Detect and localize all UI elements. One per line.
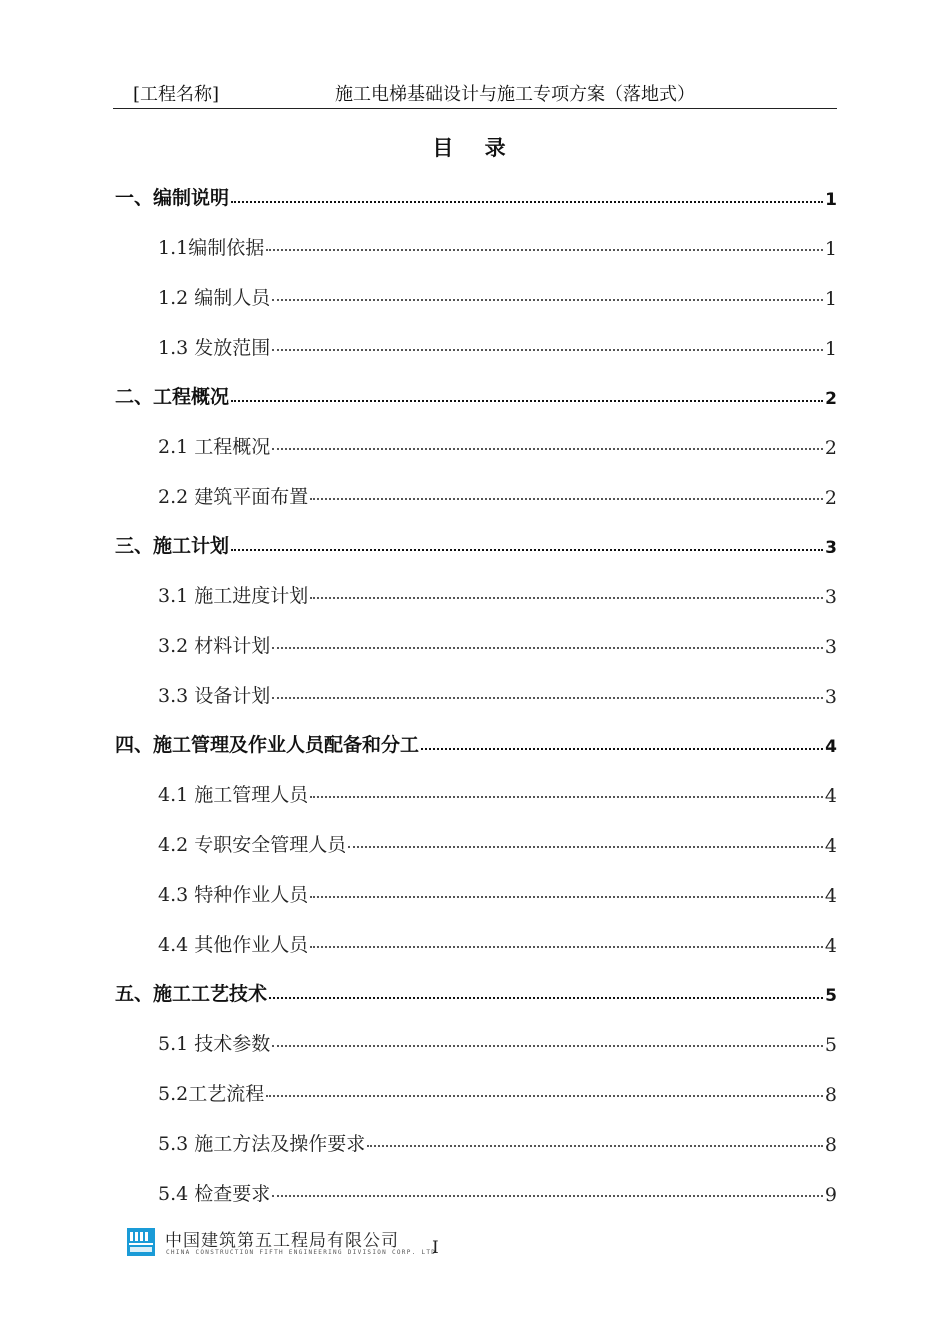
toc-entry-label: 4.2 专职安全管理人员 <box>158 834 347 856</box>
dot-leader <box>269 997 823 999</box>
toc-entry-2-2[interactable] <box>158 479 837 509</box>
toc-entry-1-1[interactable] <box>158 230 837 260</box>
toc-entry-page: 8 <box>824 1134 837 1156</box>
toc-entry-label: 二、工程概况 <box>115 386 230 408</box>
toc-entry-page: 1 <box>824 288 837 310</box>
toc-entry-4-3[interactable] <box>158 877 837 907</box>
dot-leader <box>367 1145 823 1147</box>
dot-leader <box>310 796 823 798</box>
toc-entry-1[interactable] <box>115 180 837 210</box>
toc-entry-page: 4 <box>824 785 837 807</box>
toc-entry-3-3[interactable] <box>158 678 837 708</box>
dot-leader <box>348 846 823 848</box>
toc-entry-page: 3 <box>824 586 837 608</box>
toc-entry-label: 5.4 检查要求 <box>158 1183 271 1205</box>
dot-leader <box>272 448 823 450</box>
toc-entry-page: 4 <box>824 835 837 857</box>
dot-leader <box>231 549 823 551</box>
toc-entry-page: 2 <box>824 487 837 509</box>
toc-entry-page: 1 <box>824 338 837 360</box>
toc-entry-label: 4.3 特种作业人员 <box>158 884 309 906</box>
toc-entry-page: 2 <box>824 437 837 459</box>
toc-entry-page: 9 <box>824 1184 837 1206</box>
dot-leader <box>310 896 823 898</box>
toc-entry-5-4[interactable] <box>158 1176 837 1206</box>
toc-entry-page: 3 <box>824 686 837 708</box>
dot-leader <box>421 748 823 750</box>
toc-entry-label: 3.1 施工进度计划 <box>158 585 309 607</box>
header-document-title: 施工电梯基础设计与施工专项方案（落地式） <box>335 84 695 105</box>
toc-title: 目 录 <box>432 136 518 160</box>
toc-entry-label: 三、施工计划 <box>115 535 230 557</box>
dot-leader <box>272 647 823 649</box>
toc-entry-5[interactable] <box>115 976 837 1006</box>
toc-entry-2[interactable] <box>115 379 837 409</box>
dot-leader <box>310 597 823 599</box>
toc-entry-page: 1 <box>825 190 837 210</box>
toc-entry-4-1[interactable] <box>158 777 837 807</box>
toc-entry-label: 2.1 工程概况 <box>158 436 271 458</box>
toc-entry-page: 1 <box>824 238 837 260</box>
toc-entry-page: 3 <box>824 636 837 658</box>
page-header <box>113 78 837 109</box>
page-number: I <box>432 1238 439 1258</box>
dot-leader <box>272 299 823 301</box>
toc-entry-4[interactable] <box>115 727 837 757</box>
toc-entry-label: 5.1 技术参数 <box>158 1033 271 1055</box>
toc-entry-label: 2.2 建筑平面布置 <box>158 486 309 508</box>
toc-entry-label: 四、施工管理及作业人员配备和分工 <box>115 734 420 756</box>
toc-entry-label: 4.1 施工管理人员 <box>158 784 309 806</box>
footer-company-name: 中国建筑第五工程局有限公司 <box>165 1231 399 1251</box>
toc-entry-label: 5.2工艺流程 <box>158 1083 265 1105</box>
toc-entry-label: 4.4 其他作业人员 <box>158 934 309 956</box>
toc-entry-5-3[interactable] <box>158 1126 837 1156</box>
toc-entry-page: 5 <box>825 986 837 1006</box>
dot-leader <box>310 946 823 948</box>
cscec-logo-icon <box>127 1228 155 1256</box>
toc-entry-3[interactable] <box>115 528 837 558</box>
toc-entry-3-1[interactable] <box>158 578 837 608</box>
toc-entry-2-1[interactable] <box>158 429 837 459</box>
toc-entry-label: 3.2 材料计划 <box>158 635 271 657</box>
footer-company-name-en: CHINA CONSTRUCTION FIFTH ENGINEERING DIVISION CORP. LTD <box>166 1249 437 1256</box>
toc-entry-1-2[interactable] <box>158 280 837 310</box>
toc-entry-page: 8 <box>824 1084 837 1106</box>
toc-entry-label: 五、施工工艺技术 <box>115 983 268 1005</box>
dot-leader <box>272 1195 823 1197</box>
dot-leader <box>272 1045 823 1047</box>
toc-entry-page: 4 <box>824 885 837 907</box>
dot-leader <box>272 349 823 351</box>
header-project-name: [工程名称] <box>133 84 220 105</box>
toc-entry-page: 5 <box>824 1034 837 1056</box>
toc-entry-label: 5.3 施工方法及操作要求 <box>158 1133 366 1155</box>
dot-leader <box>266 1095 823 1097</box>
toc-entry-5-2[interactable] <box>158 1076 837 1106</box>
dot-leader <box>266 249 823 251</box>
toc-entry-page: 2 <box>825 389 837 409</box>
toc-entry-label: 一、编制说明 <box>115 187 230 209</box>
toc-entry-page: 3 <box>825 538 837 558</box>
toc-entry-5-1[interactable] <box>158 1026 837 1056</box>
toc-entry-label: 1.2 编制人员 <box>158 287 271 309</box>
toc-entry-1-3[interactable] <box>158 330 837 360</box>
dot-leader <box>272 697 823 699</box>
toc-entry-4-4[interactable] <box>158 927 837 957</box>
toc-entry-label: 1.1编制依据 <box>158 237 265 259</box>
dot-leader <box>310 498 823 500</box>
toc-entry-4-2[interactable] <box>158 827 837 857</box>
toc-entry-label: 3.3 设备计划 <box>158 685 271 707</box>
dot-leader <box>231 201 823 203</box>
toc-entry-label: 1.3 发放范围 <box>158 337 271 359</box>
toc-entry-page: 4 <box>825 737 837 757</box>
dot-leader <box>231 400 823 402</box>
toc-entry-3-2[interactable] <box>158 628 837 658</box>
toc-entry-page: 4 <box>824 935 837 957</box>
